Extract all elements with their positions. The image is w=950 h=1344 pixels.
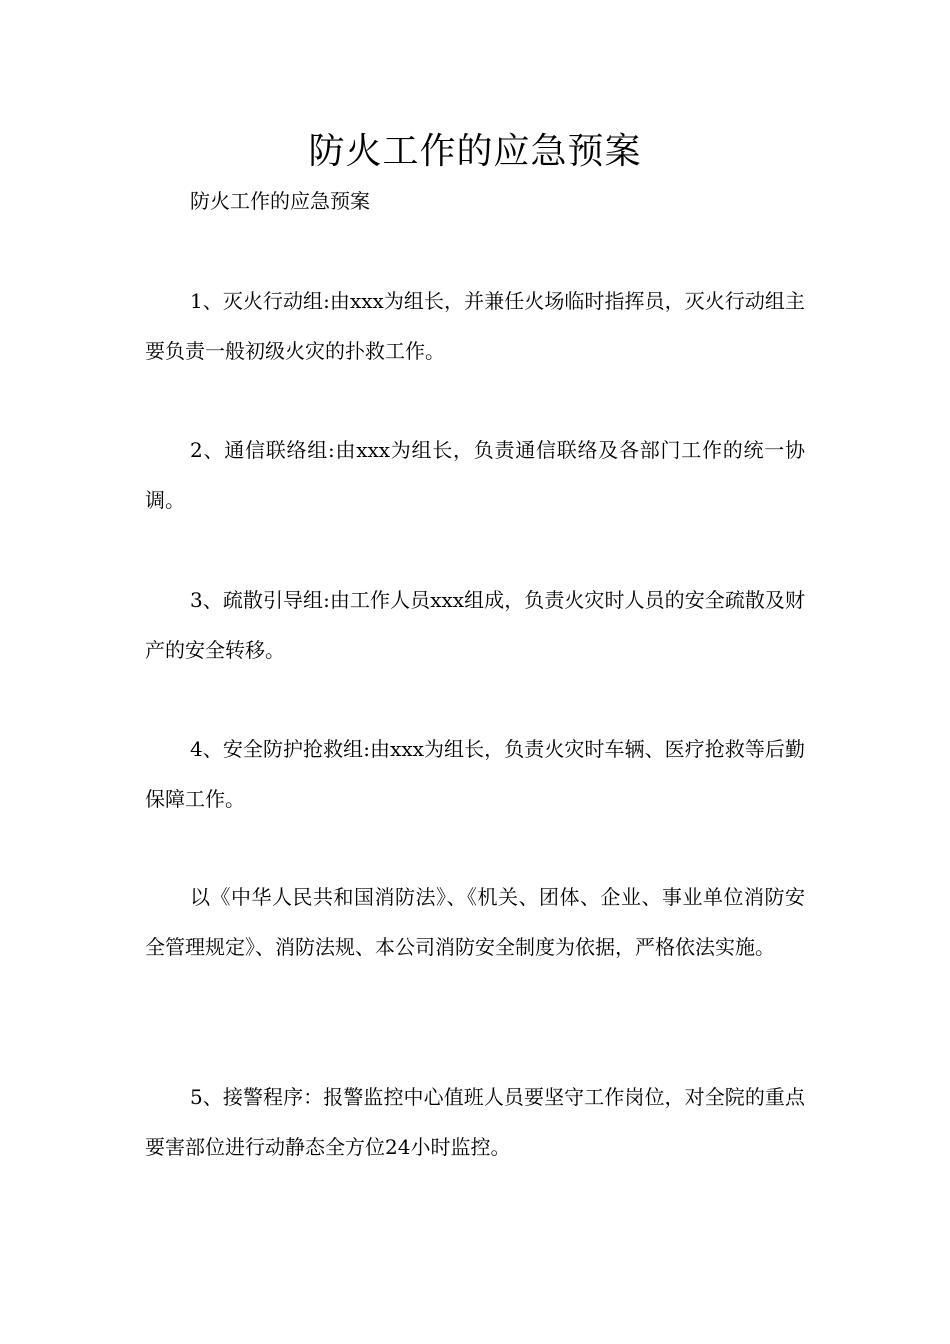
paragraph-evacuation-team: 3、疏散引导组:由工作人员xxx组成，负责火灾时人员的安全疏散及财产的安全转移。	[145, 588, 805, 662]
paragraph-safety-rescue-team: 4、安全防护抢救组:由xxx为组长，负责火灾时车辆、医疗抢救等后勤保障工作。	[145, 737, 805, 811]
paragraph-communication-team: 2、通信联络组:由xxx为组长，负责通信联络及各部门工作的统一协调。	[145, 438, 805, 512]
paragraph-alarm-procedure: 5、接警程序：报警监控中心值班人员要坚守工作岗位，对全院的重点要害部位进行动静态全方位24小时监控。	[145, 1085, 805, 1159]
paragraph-fire-fighting-team: 1、灭火行动组:由xxx为组长，并兼任火场临时指挥员，灭火行动组主要负责一般初级火灾的扑救工作。	[145, 289, 805, 363]
paragraph-legal-basis: 以《中华人民共和国消防法》、《机关、团体、企业、事业单位消防安全管理规定》、消防法规、本公司消防安全制度为依据，严格依法实施。	[145, 885, 805, 959]
document-subtitle: 防火工作的应急预案	[190, 189, 370, 213]
document-title: 防火工作的应急预案	[308, 131, 642, 172]
